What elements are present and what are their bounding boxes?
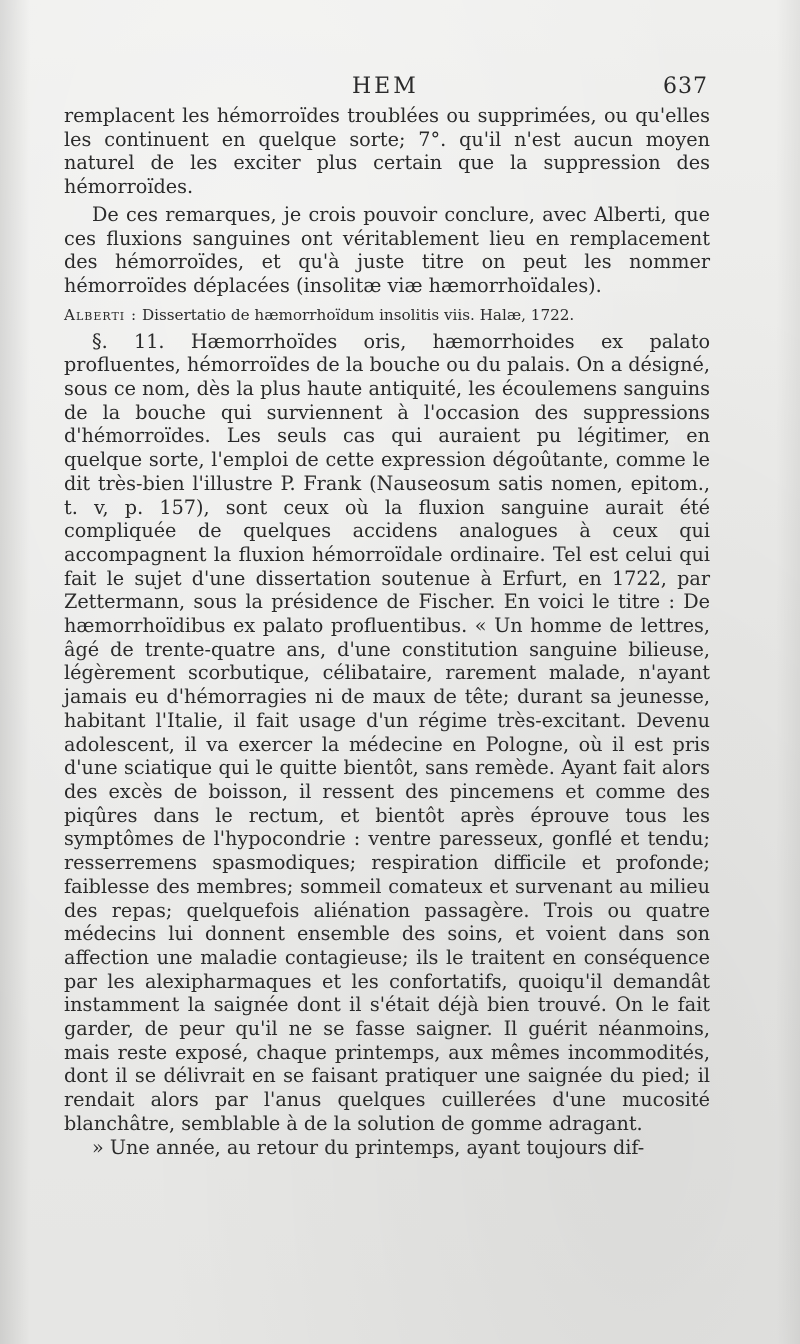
page-number: 637: [663, 74, 708, 99]
bibliographic-note: [64, 304, 710, 326]
note-citation: Dissertatio de hæmorrhoïdum insolitis viis. Halæ, 1722.: [141, 305, 575, 324]
paragraph-alberti-conclusion: De ces remarques, je crois pouvoir conclure, avec Alberti, que ces fluxions sanguines ont véritablement lieu en remplacement des hémorroïdes, et qu'à juste titre on peut les nommer hémorroïdes déplacées (insolitæ viæ hæmorrhoïdales).: [64, 202, 710, 297]
paragraph-section-11: §. 11. Hæmorrhoïdes oris, hæmorrhoides ex palato profluentes, hémorroïdes de la bouche ou du palais. On a désigné, sous ce nom, dès la plus haute antiquité, les écoulemens sanguins de la bouche qui surviennent à l'occasion des suppressions d'hémorroïdes. Les seuls cas qui auraient pu légitimer, en quelque sorte, l'emploi de cette expression dégoûtante, comme le dit très-bien l'illustre P. Frank (Nauseosum satis nomen, epitom., t. v, p. 157), sont ceux où la fluxion sanguine aurait été compliquée de quelques accidens analogues à ceux qui accompagnent la fluxion hémorroïdale ordinaire. Tel est celui qui fait le sujet d'une dissertation soutenue à Erfurt, en 1722, par Zettermann, sous la présidence de Fischer. En voici le titre : De hæmorrhoïdibus ex palato profluentibus. « Un homme de lettres, âgé de trente-quatre ans, d'une constitution sanguine bilieuse, légèrement scorbutique, célibataire, rarement malade, n'ayant jamais eu d'hémorragies ni de maux de tête; durant sa jeunesse, habitant l'Italie, il fait usage d'un régime très-excitant. Devenu adolescent, il va exercer la médecine en Pologne, où il est pris d'une sciatique qui le quitte bientôt, sans remède. Ayant fait alors des excès de boisson, il ressent des pincemens et comme des piqûres dans le rectum, et bientôt après éprouve tous les symptômes de l'hypocondrie : ventre paresseux, gonflé et tendu; resserremens spasmodiques; respiration difficile et profonde; faiblesse des membres; sommeil comateux et survenant au milieu des repas; quelquefois aliénation passagère. Trois ou quatre médecins lui donnent ensemble des soins, et voient dans son affection une maladie contagieuse; ils le traitent en conséquence par les alexipharmaques et les confortatifs, quoiqu'il demandât instamment la saignée dont il s'était déjà bien trouvé. On le fait garder, de peur qu'il ne se fasse saigner. Il guérit néanmoins, mais reste exposé, chaque printemps, aux mêmes incommodités, dont il se délivrait en se faisant pratiquer une saignée du pied; il rendait alors par l'anus quelques cuillerées d'une mucosité blanchâtre, semblable à de la solution de gomme adragant.: [64, 329, 710, 1135]
running-head: [0, 74, 800, 102]
paragraph-next-year: » Une année, au retour du printemps, ayant toujours dif-: [92, 1135, 645, 1159]
running-title: HEM: [352, 74, 419, 99]
paragraph-continuation: remplacent les hémorroïdes troublées ou supprimées, ou qu'elles les continuent en quelque sorte; 7°. qu'il n'est aucun moyen naturel de les exciter plus certain que la suppression des hémorroïdes.: [64, 104, 710, 199]
note-author: Alberti :: [64, 305, 138, 324]
body-text: [64, 104, 710, 1159]
